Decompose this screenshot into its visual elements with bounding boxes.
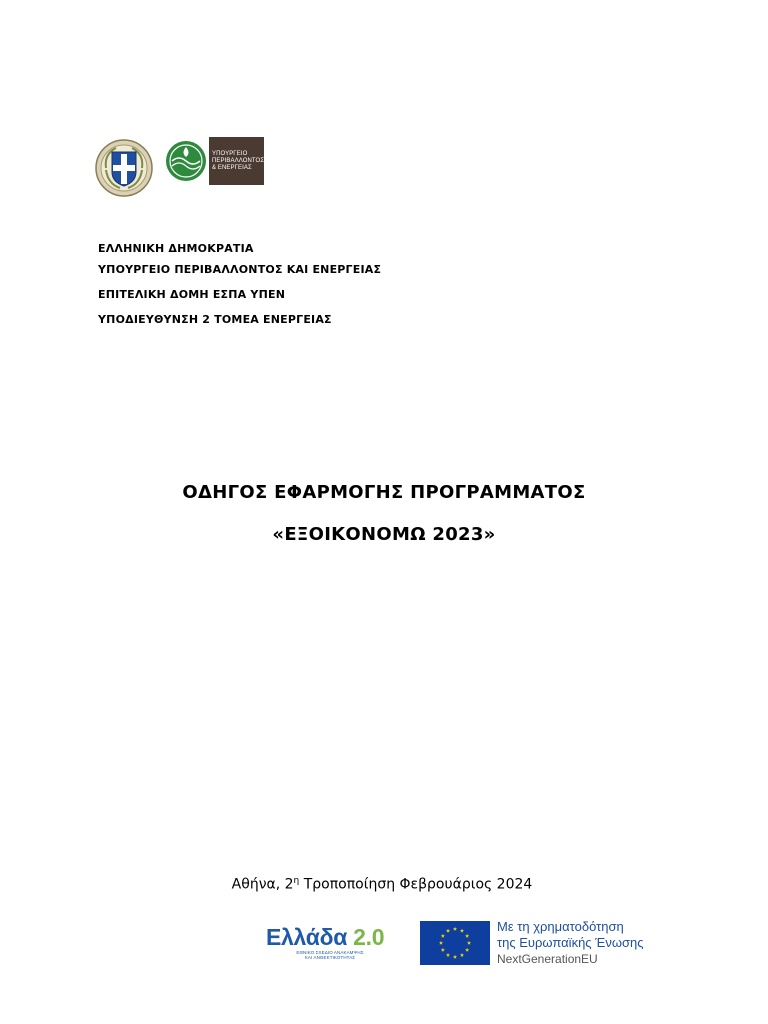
date-suffix: Τροποποίηση Φεβρουάριος 2024 <box>299 876 533 893</box>
ellada-word: Ελλάδα <box>266 924 348 950</box>
eu-star-icon <box>441 934 445 938</box>
date-ordinal: η <box>293 876 300 886</box>
ellada-sub-2: ΚΑΙ ΑΝΘΕΚΤΙΚΟΤΗΤΑΣ <box>304 955 356 960</box>
header-republic: ΕΛΛΗΝΙΚΗ ΔΗΜΟΚΡΑΤΙΑ <box>98 242 254 255</box>
eu-funding-line-2: της Ευρωπαϊκής Ένωσης <box>497 935 644 950</box>
greek-coat-of-arms-icon <box>94 138 154 198</box>
header-unit: ΕΠΙΤΕΛΙΚΗ ΔΟΜΗ ΕΣΠΑ ΥΠΕΝ <box>98 288 286 301</box>
header-directorate: ΥΠΟΔΙΕΥΘΥΝΣΗ 2 ΤΟΜΕΑ ΕΝΕΡΓΕΙΑΣ <box>98 313 332 326</box>
program-name: «ΕΞΟΙΚΟΝΟΜΩ 2023» <box>272 524 496 545</box>
eu-star-icon <box>460 929 464 933</box>
eu-star-icon <box>465 934 469 938</box>
eu-star-icon <box>453 955 457 959</box>
eu-star-icon <box>460 953 464 957</box>
ministry-logo <box>163 137 264 185</box>
ministry-logo-text-2: ΠΕΡΙΒΑΛΛΟΝΤΟΣ <box>212 157 265 164</box>
ellada-2-0-logo <box>266 924 398 964</box>
eu-star-icon <box>465 948 469 952</box>
ellada-version: 2.0 <box>353 924 385 950</box>
next-generation-eu: NextGenerationEU <box>497 952 598 966</box>
ministry-logo-text-3: & ΕΝΕΡΓΕΙΑΣ <box>212 164 252 171</box>
header-ministry: ΥΠΟΥΡΓΕΙΟ ΠΕΡΙΒΑΛΛΟΝΤΟΣ ΚΑΙ ΕΝΕΡΓΕΙΑΣ <box>98 263 382 276</box>
eu-star-icon <box>446 929 450 933</box>
eu-star-icon <box>441 948 445 952</box>
eu-star-icon <box>446 953 450 957</box>
document-date <box>0 876 764 893</box>
eu-star-icon <box>439 941 443 945</box>
eu-funding-line-1: Με τη χρηματοδότηση <box>497 919 624 934</box>
document-title: ΟΔΗΓΟΣ ΕΦΑΡΜΟΓΗΣ ΠΡΟΓΡΑΜΜΑΤΟΣ <box>182 482 586 503</box>
date-prefix: Αθήνα, 2 <box>231 876 294 893</box>
eu-flag-icon <box>420 921 490 965</box>
ministry-emblem-icon <box>163 137 209 185</box>
eu-star-icon <box>453 927 457 931</box>
ellada-sub-1: ΕΘΝΙΚΟ ΣΧΕΔΙΟ ΑΝΑΚΑΜΨΗΣ <box>296 950 364 955</box>
ministry-logo-text-1: ΥΠΟΥΡΓΕΙΟ <box>212 150 248 157</box>
eu-star-icon <box>467 941 471 945</box>
